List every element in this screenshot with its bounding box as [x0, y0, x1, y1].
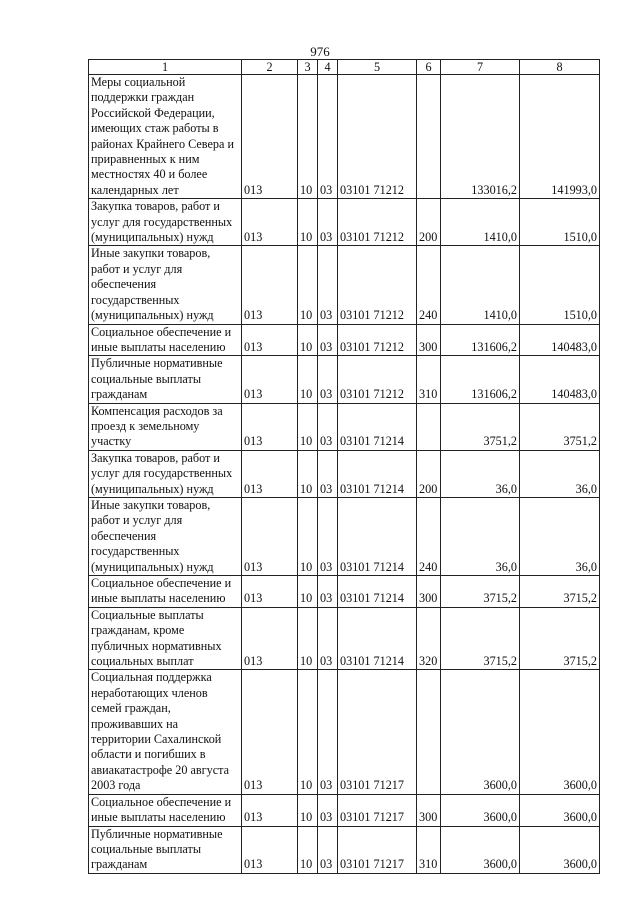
table-row: [89, 403, 600, 450]
table-row: [89, 670, 600, 794]
table-row: [89, 450, 600, 497]
target-article-cell: 03101 71214: [338, 576, 417, 608]
page-number: 976: [310, 44, 330, 59]
expense-name-cell: Компенсация расходов за проезд к земельному участку: [89, 403, 242, 450]
target-article-cell: 03101 71214: [338, 607, 417, 670]
column-header: 4: [318, 60, 338, 75]
section-code-cell: 10: [298, 497, 318, 575]
target-article-cell: 03101 71212: [338, 324, 417, 356]
target-article-cell: 03101 71217: [338, 794, 417, 826]
expense-name-cell: Социальное обеспечение и иные выплаты населению: [89, 576, 242, 608]
column-header: 7: [441, 60, 520, 75]
section-code-cell: 10: [298, 670, 318, 794]
subsection-code-cell: 03: [318, 403, 338, 450]
expense-name-cell: Закупка товаров, работ и услуг для государственных (муниципальных) нужд: [89, 450, 242, 497]
subsection-code-cell: 03: [318, 246, 338, 324]
amount-col7-cell: 131606,2: [441, 324, 520, 356]
section-code-cell: 10: [298, 607, 318, 670]
amount-col7-cell: 3600,0: [441, 670, 520, 794]
subsection-code-cell: 03: [318, 75, 338, 199]
column-header: 8: [520, 60, 600, 75]
section-code-cell: 10: [298, 794, 318, 826]
table-row: [89, 324, 600, 356]
amount-col8-cell: 3600,0: [520, 794, 600, 826]
subsection-code-cell: 03: [318, 356, 338, 403]
table-row: [89, 246, 600, 324]
subsection-code-cell: 03: [318, 794, 338, 826]
section-code-cell: 10: [298, 450, 318, 497]
amount-col7-cell: 3751,2: [441, 403, 520, 450]
section-code-cell: 10: [298, 324, 318, 356]
expense-type-cell: 320: [417, 607, 441, 670]
amount-col7-cell: 1410,0: [441, 246, 520, 324]
subsection-code-cell: 03: [318, 576, 338, 608]
expense-name-cell: Социальная поддержка неработающих членов семей граждан, проживавших на территории Сахалинской области и погибших в авиакатастрофе 20 августа 2003 года: [89, 670, 242, 794]
ministry-code-cell: 013: [242, 450, 298, 497]
ministry-code-cell: 013: [242, 324, 298, 356]
table-row: [89, 356, 600, 403]
table-row: [89, 576, 600, 608]
amount-col8-cell: 1510,0: [520, 199, 600, 246]
subsection-code-cell: 03: [318, 607, 338, 670]
column-header: 1: [89, 60, 242, 75]
ministry-code-cell: 013: [242, 497, 298, 575]
ministry-code-cell: 013: [242, 199, 298, 246]
expense-name-cell: Публичные нормативные социальные выплаты гражданам: [89, 356, 242, 403]
amount-col7-cell: 133016,2: [441, 75, 520, 199]
expense-type-cell: 200: [417, 450, 441, 497]
target-article-cell: 03101 71217: [338, 826, 417, 873]
ministry-code-cell: 013: [242, 75, 298, 199]
subsection-code-cell: 03: [318, 497, 338, 575]
expense-type-cell: 310: [417, 826, 441, 873]
expense-type-cell: 300: [417, 576, 441, 608]
table-row: [89, 497, 600, 575]
budget-table: [88, 59, 600, 874]
target-article-cell: 03101 71212: [338, 246, 417, 324]
amount-col7-cell: 1410,0: [441, 199, 520, 246]
table-row: [89, 794, 600, 826]
expense-name-cell: Иные закупки товаров, работ и услуг для обеспечения государственных (муниципальных) нужд: [89, 246, 242, 324]
ministry-code-cell: 013: [242, 826, 298, 873]
ministry-code-cell: 013: [242, 794, 298, 826]
expense-type-cell: [417, 75, 441, 199]
amount-col8-cell: 3600,0: [520, 826, 600, 873]
table-row: [89, 826, 600, 873]
expense-name-cell: Иные закупки товаров, работ и услуг для обеспечения государственных (муниципальных) нужд: [89, 497, 242, 575]
expense-type-cell: 200: [417, 199, 441, 246]
subsection-code-cell: 03: [318, 324, 338, 356]
amount-col8-cell: 1510,0: [520, 246, 600, 324]
expense-type-cell: 300: [417, 324, 441, 356]
column-header: 6: [417, 60, 441, 75]
section-code-cell: 10: [298, 75, 318, 199]
section-code-cell: 10: [298, 826, 318, 873]
amount-col8-cell: 140483,0: [520, 324, 600, 356]
expense-type-cell: 310: [417, 356, 441, 403]
subsection-code-cell: 03: [318, 450, 338, 497]
amount-col8-cell: 141993,0: [520, 75, 600, 199]
expense-name-cell: Закупка товаров, работ и услуг для государственных (муниципальных) нужд: [89, 199, 242, 246]
target-article-cell: 03101 71214: [338, 497, 417, 575]
expense-type-cell: 240: [417, 246, 441, 324]
amount-col8-cell: 36,0: [520, 497, 600, 575]
ministry-code-cell: 013: [242, 607, 298, 670]
expense-type-cell: 240: [417, 497, 441, 575]
expense-name-cell: Социальное обеспечение и иные выплаты населению: [89, 324, 242, 356]
amount-col8-cell: 3715,2: [520, 576, 600, 608]
amount-col8-cell: 3600,0: [520, 670, 600, 794]
amount-col7-cell: 3715,2: [441, 607, 520, 670]
expense-type-cell: [417, 670, 441, 794]
amount-col8-cell: 3751,2: [520, 403, 600, 450]
section-code-cell: 10: [298, 199, 318, 246]
amount-col7-cell: 3715,2: [441, 576, 520, 608]
subsection-code-cell: 03: [318, 670, 338, 794]
section-code-cell: 10: [298, 246, 318, 324]
section-code-cell: 10: [298, 356, 318, 403]
expense-name-cell: Социальное обеспечение и иные выплаты населению: [89, 794, 242, 826]
expense-name-cell: Публичные нормативные социальные выплаты гражданам: [89, 826, 242, 873]
ministry-code-cell: 013: [242, 670, 298, 794]
expense-name-cell: Социальные выплаты гражданам, кроме публичных нормативных социальных выплат: [89, 607, 242, 670]
ministry-code-cell: 013: [242, 576, 298, 608]
subsection-code-cell: 03: [318, 199, 338, 246]
target-article-cell: 03101 71212: [338, 356, 417, 403]
section-code-cell: 10: [298, 576, 318, 608]
table-row: [89, 199, 600, 246]
column-header: 3: [298, 60, 318, 75]
ministry-code-cell: 013: [242, 403, 298, 450]
amount-col8-cell: 3715,2: [520, 607, 600, 670]
amount-col7-cell: 3600,0: [441, 794, 520, 826]
target-article-cell: 03101 71217: [338, 670, 417, 794]
ministry-code-cell: 013: [242, 356, 298, 403]
amount-col7-cell: 36,0: [441, 450, 520, 497]
target-article-cell: 03101 71212: [338, 75, 417, 199]
target-article-cell: 03101 71214: [338, 450, 417, 497]
expense-name-cell: Меры социальной поддержки граждан Российской Федерации, имеющих стаж работы в районах Крайнего Севера и приравненных к ним местностях 40 и более календарных лет: [89, 75, 242, 199]
table-row: [89, 607, 600, 670]
column-number-header-row: [89, 60, 600, 75]
target-article-cell: 03101 71212: [338, 199, 417, 246]
expense-type-cell: 300: [417, 794, 441, 826]
ministry-code-cell: 013: [242, 246, 298, 324]
expense-type-cell: [417, 403, 441, 450]
amount-col8-cell: 140483,0: [520, 356, 600, 403]
subsection-code-cell: 03: [318, 826, 338, 873]
section-code-cell: 10: [298, 403, 318, 450]
amount-col7-cell: 3600,0: [441, 826, 520, 873]
column-header: 2: [242, 60, 298, 75]
amount-col7-cell: 131606,2: [441, 356, 520, 403]
amount-col8-cell: 36,0: [520, 450, 600, 497]
column-header: 5: [338, 60, 417, 75]
table-row: [89, 75, 600, 199]
target-article-cell: 03101 71214: [338, 403, 417, 450]
amount-col7-cell: 36,0: [441, 497, 520, 575]
